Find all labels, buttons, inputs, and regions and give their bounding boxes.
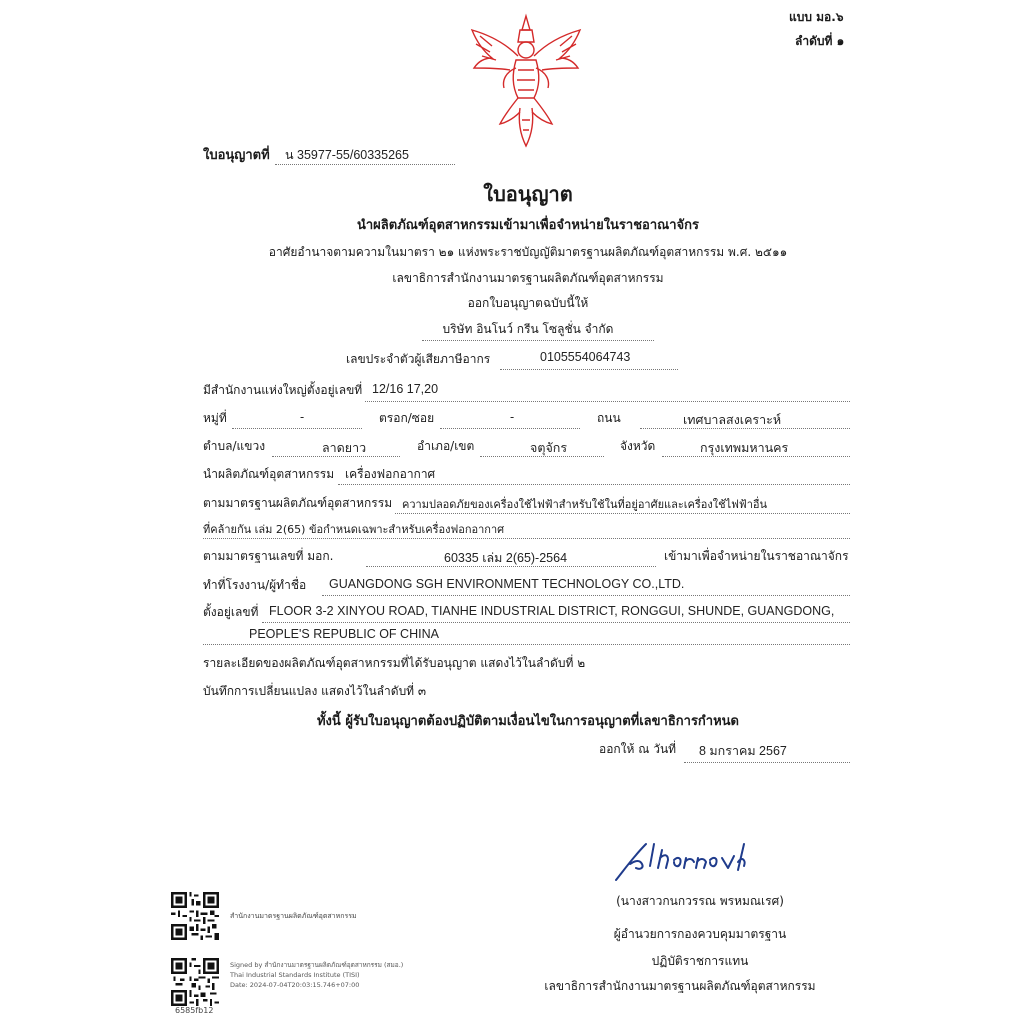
license-number-underline (275, 164, 455, 165)
tax-id-label: เลขประจำตัวผู้เสียภาษีอากร (346, 352, 491, 366)
product-name: เครื่องฟอกอากาศ (345, 467, 436, 481)
road-underline (640, 428, 850, 429)
head-office-label: มีสำนักงานแห่งใหญ่ตั้งอยู่เลขที่ (203, 383, 363, 397)
standard-desc-underline-2 (203, 538, 850, 539)
product-label: นำผลิตภัณฑ์อุตสาหกรรม (203, 467, 335, 481)
road-value: เทศบาลสงเคราะห์ (683, 413, 782, 427)
district-label: อำเภอ/เขต (417, 439, 475, 453)
soi-label: ตรอก/ซอย (379, 411, 435, 425)
subdistrict-value: ลาดยาว (322, 441, 367, 455)
issuer-line: เลขาธิการสำนักงานมาตรฐานผลิตภัณฑ์อุตสาหกรรม (392, 271, 664, 285)
standard-desc-underline-1 (395, 513, 850, 514)
licensee-underline (422, 340, 654, 341)
moo-underline (232, 428, 362, 429)
road-label: ถนน (597, 411, 621, 425)
document-subtitle: นำผลิตภัณฑ์อุตสาหกรรมเข้ามาเพื่อจำหน่ายในราชอาณาจักร (357, 218, 699, 233)
signatory-name: (นางสาวกนกวรรณ พรหมณเรศ) (616, 894, 784, 908)
form-code: แบบ มอ.๖ (789, 10, 844, 24)
signed-by-line-1: Signed by สำนักงานมาตรฐานผลิตภัณฑ์อุตสาหกรรม (สมอ.) (230, 961, 404, 969)
authority-line: อาศัยอำนาจตามความในมาตรา ๒๑ แห่งพระราชบัญญัติมาตรฐานผลิตภัณฑ์อุตสาหกรรม พ.ศ. ๒๕๑๑ (268, 245, 788, 259)
standard-description-1: ความปลอดภัยของเครื่องใช้ไฟฟ้าสำหรับใช้ในที่อยู่อาศัยและเครื่องใช้ไฟฟ้าอื่น (402, 498, 768, 511)
head-office-number: 12/16 17,20 (372, 382, 439, 396)
tax-id-value: 0105554064743 (540, 350, 631, 364)
licensee-company: บริษัท อินโนว์ กรีน โซลูชั่น จำกัด (442, 322, 614, 336)
signature (610, 830, 750, 890)
issue-date-value: 8 มกราคม 2567 (699, 744, 787, 758)
issue-date-label: ออกให้ ณ วันที่ (599, 742, 677, 756)
import-phrase: เข้ามาเพื่อจำหน่ายในราชอาณาจักร (664, 549, 849, 563)
factory-name: GUANGDONG SGH ENVIRONMENT TECHNOLOGY CO.,LTD. (329, 577, 685, 591)
tax-id-underline (500, 369, 678, 370)
province-underline (662, 456, 850, 457)
standard-label: ตามมาตรฐานผลิตภัณฑ์อุตสาหกรรม (203, 496, 393, 510)
district-value: จตุจักร (530, 441, 568, 455)
province-label: จังหวัด (620, 439, 656, 453)
signatory-position-2: ปฏิบัติราชการแทน (651, 954, 749, 968)
head-office-underline (365, 401, 850, 402)
document-code: 6585fb12 (175, 1006, 214, 1015)
issue-date-underline (684, 762, 850, 763)
signed-by-line-3: Date: 2024-07-04T20:03:15.746+07:00 (230, 981, 360, 989)
factory-address-underline-1 (262, 622, 850, 623)
district-underline (480, 456, 604, 457)
soi-value: - (510, 410, 515, 424)
standard-description-2: ที่คล้ายกัน เล่ม 2(65) ข้อกำหนดเฉพาะสำหรับเครื่องฟอกอากาศ (203, 523, 505, 536)
factory-address-line-1: FLOOR 3-2 XINYOU ROAD, TIANHE INDUSTRIAL DISTRICT, RONGGUI, SHUNDE, GUANGDONG, (269, 604, 835, 618)
factory-underline (322, 595, 850, 596)
factory-address-line-2: PEOPLE'S REPUBLIC OF CHINA (249, 627, 439, 641)
license-number-value: น 35977-55/60335265 (285, 148, 409, 162)
product-underline (338, 484, 850, 485)
footer-office-name: สำนักงานมาตรฐานผลิตภัณฑ์อุตสาหกรรม (230, 912, 357, 920)
standard-number-underline (366, 566, 656, 567)
signatory-position-3: เลขาธิการสำนักงานมาตรฐานผลิตภัณฑ์อุตสาหกรรม (544, 979, 816, 993)
standard-number-value: 60335 เล่ม 2(65)-2564 (444, 551, 568, 565)
signatory-position-1: ผู้อำนวยการกองควบคุมมาตรฐาน (613, 927, 787, 941)
condition-note: ทั้งนี้ ผู้รับใบอนุญาตต้องปฏิบัติตามเงื่อนไขในการอนุญาตที่เลขาธิการกำหนด (316, 714, 739, 729)
grant-line: ออกใบอนุญาตฉบับนี้ให้ (467, 296, 589, 310)
signed-by-line-2: Thai Industrial Standards Institute (TISI) (230, 971, 360, 979)
soi-underline (440, 428, 580, 429)
document-title: ใบอนุญาต (483, 182, 573, 206)
subdistrict-label: ตำบล/แขวง (203, 439, 266, 453)
changes-note: บันทึกการเปลี่ยนแปลง แสดงไว้ในลำดับที่ ๓ (203, 684, 427, 698)
standard-number-label: ตามมาตรฐานเลขที่ มอก. (203, 549, 334, 563)
license-number-label: ใบอนุญาตที่ (203, 148, 270, 163)
garuda-emblem (466, 12, 586, 152)
subdistrict-underline (272, 456, 400, 457)
moo-value: - (300, 410, 305, 424)
moo-label: หมู่ที่ (203, 411, 227, 425)
province-value: กรุงเทพมหานคร (700, 441, 789, 455)
details-note: รายละเอียดของผลิตภัณฑ์อุตสาหกรรมที่ได้รับอนุญาต แสดงไว้ในลำดับที่ ๒ (203, 656, 586, 670)
qr-code-office[interactable] (171, 892, 219, 940)
sequence-number: ลำดับที่ ๑ (795, 34, 845, 48)
qr-code-signature[interactable] (171, 958, 219, 1006)
factory-address-underline-2 (203, 644, 850, 645)
factory-address-label: ตั้งอยู่เลขที่ (203, 605, 259, 619)
factory-label: ทำที่โรงงาน/ผู้ทำชื่อ (203, 578, 307, 592)
